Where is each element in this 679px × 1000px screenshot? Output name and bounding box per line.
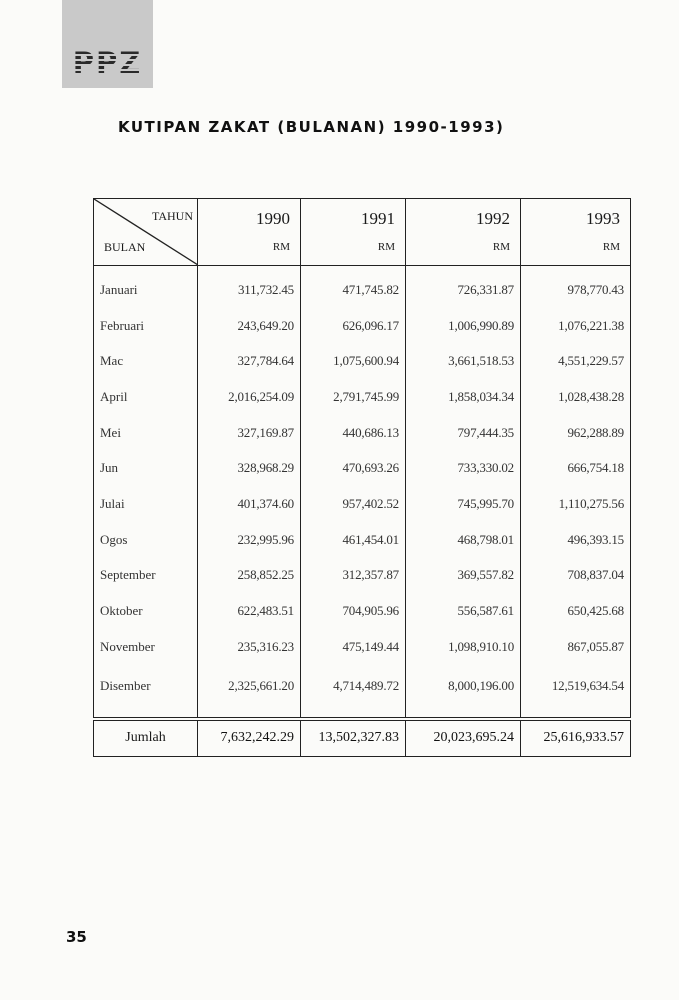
tahun-label: TAHUN bbox=[151, 209, 193, 223]
month-cell: Oktober bbox=[94, 593, 198, 629]
value-cell: 471,745.82 bbox=[301, 266, 406, 308]
year-label: 1993 bbox=[586, 209, 620, 228]
value-cell: 401,374.60 bbox=[198, 486, 301, 522]
table-row bbox=[94, 266, 631, 308]
value-cell: 745,995.70 bbox=[406, 486, 521, 522]
total-1993: 25,616,933.57 bbox=[521, 719, 631, 757]
value-cell: 867,055.87 bbox=[521, 629, 631, 665]
value-cell: 1,858,034.34 bbox=[406, 379, 521, 415]
total-1991: 13,502,327.83 bbox=[301, 719, 406, 757]
ppz-logo: PPZ bbox=[62, 46, 153, 80]
value-cell: 1,076,221.38 bbox=[521, 308, 631, 344]
page-title: KUTIPAN ZAKAT (BULANAN) 1990-1993) bbox=[118, 118, 505, 136]
unit-label: RM bbox=[602, 241, 620, 253]
year-header-1990 bbox=[198, 199, 301, 266]
table-header-row bbox=[94, 199, 631, 266]
value-cell: 461,454.01 bbox=[301, 522, 406, 558]
value-cell: 440,686.13 bbox=[301, 415, 406, 451]
value-cell: 475,149.44 bbox=[301, 629, 406, 665]
month-cell: Ogos bbox=[94, 522, 198, 558]
value-cell: 1,006,990.89 bbox=[406, 308, 521, 344]
value-cell: 468,798.01 bbox=[406, 522, 521, 558]
ppz-logo-block bbox=[62, 0, 153, 88]
table-row bbox=[94, 343, 631, 379]
value-cell: 957,402.52 bbox=[301, 486, 406, 522]
table-row bbox=[94, 379, 631, 415]
year-header-1991 bbox=[301, 199, 406, 266]
value-cell: 797,444.35 bbox=[406, 415, 521, 451]
value-cell: 1,028,438.28 bbox=[521, 379, 631, 415]
value-cell: 311,732.45 bbox=[198, 266, 301, 308]
total-1992: 20,023,695.24 bbox=[406, 719, 521, 757]
value-cell: 235,316.23 bbox=[198, 629, 301, 665]
value-cell: 1,110,275.56 bbox=[521, 486, 631, 522]
value-cell: 556,587.61 bbox=[406, 593, 521, 629]
corner-header-cell bbox=[94, 199, 198, 266]
value-cell: 258,852.25 bbox=[198, 558, 301, 594]
value-cell: 978,770.43 bbox=[521, 266, 631, 308]
table-row bbox=[94, 486, 631, 522]
month-cell: Februari bbox=[94, 308, 198, 344]
value-cell: 243,649.20 bbox=[198, 308, 301, 344]
month-cell: Mac bbox=[94, 343, 198, 379]
value-cell: 708,837.04 bbox=[521, 558, 631, 594]
page-number: 35 bbox=[66, 928, 87, 946]
value-cell: 12,519,634.54 bbox=[521, 665, 631, 719]
total-label: Jumlah bbox=[94, 719, 198, 757]
value-cell: 369,557.82 bbox=[406, 558, 521, 594]
value-cell: 704,905.96 bbox=[301, 593, 406, 629]
month-cell: Januari bbox=[94, 266, 198, 308]
year-label: 1990 bbox=[256, 209, 290, 228]
table-row bbox=[94, 665, 631, 719]
table-row bbox=[94, 450, 631, 486]
value-cell: 1,075,600.94 bbox=[301, 343, 406, 379]
value-cell: 2,016,254.09 bbox=[198, 379, 301, 415]
value-cell: 650,425.68 bbox=[521, 593, 631, 629]
value-cell: 328,968.29 bbox=[198, 450, 301, 486]
value-cell: 726,331.87 bbox=[406, 266, 521, 308]
value-cell: 626,096.17 bbox=[301, 308, 406, 344]
value-cell: 4,714,489.72 bbox=[301, 665, 406, 719]
unit-label: RM bbox=[377, 241, 395, 253]
unit-label: RM bbox=[272, 241, 290, 253]
month-cell: November bbox=[94, 629, 198, 665]
year-header-1992 bbox=[406, 199, 521, 266]
table-row bbox=[94, 593, 631, 629]
value-cell: 327,169.87 bbox=[198, 415, 301, 451]
bulan-label: BULAN bbox=[104, 240, 146, 254]
value-cell: 622,483.51 bbox=[198, 593, 301, 629]
value-cell: 470,693.26 bbox=[301, 450, 406, 486]
value-cell: 232,995.96 bbox=[198, 522, 301, 558]
value-cell: 962,288.89 bbox=[521, 415, 631, 451]
year-header-1993 bbox=[521, 199, 631, 266]
table-row bbox=[94, 308, 631, 344]
value-cell: 8,000,196.00 bbox=[406, 665, 521, 719]
total-1990: 7,632,242.29 bbox=[198, 719, 301, 757]
table-row bbox=[94, 558, 631, 594]
month-cell: September bbox=[94, 558, 198, 594]
month-cell: Jun bbox=[94, 450, 198, 486]
value-cell: 733,330.02 bbox=[406, 450, 521, 486]
year-label: 1992 bbox=[476, 209, 510, 228]
value-cell: 2,325,661.20 bbox=[198, 665, 301, 719]
value-cell: 496,393.15 bbox=[521, 522, 631, 558]
unit-label: RM bbox=[492, 241, 510, 253]
value-cell: 3,661,518.53 bbox=[406, 343, 521, 379]
value-cell: 4,551,229.57 bbox=[521, 343, 631, 379]
value-cell: 1,098,910.10 bbox=[406, 629, 521, 665]
zakat-table bbox=[93, 198, 631, 757]
total-row bbox=[94, 719, 631, 757]
value-cell: 327,784.64 bbox=[198, 343, 301, 379]
month-cell: Julai bbox=[94, 486, 198, 522]
table-row bbox=[94, 522, 631, 558]
value-cell: 666,754.18 bbox=[521, 450, 631, 486]
month-cell: Mei bbox=[94, 415, 198, 451]
year-label: 1991 bbox=[361, 209, 395, 228]
value-cell: 2,791,745.99 bbox=[301, 379, 406, 415]
table-row bbox=[94, 629, 631, 665]
month-cell: Disember bbox=[94, 665, 198, 719]
table-row bbox=[94, 415, 631, 451]
value-cell: 312,357.87 bbox=[301, 558, 406, 594]
month-cell: April bbox=[94, 379, 198, 415]
